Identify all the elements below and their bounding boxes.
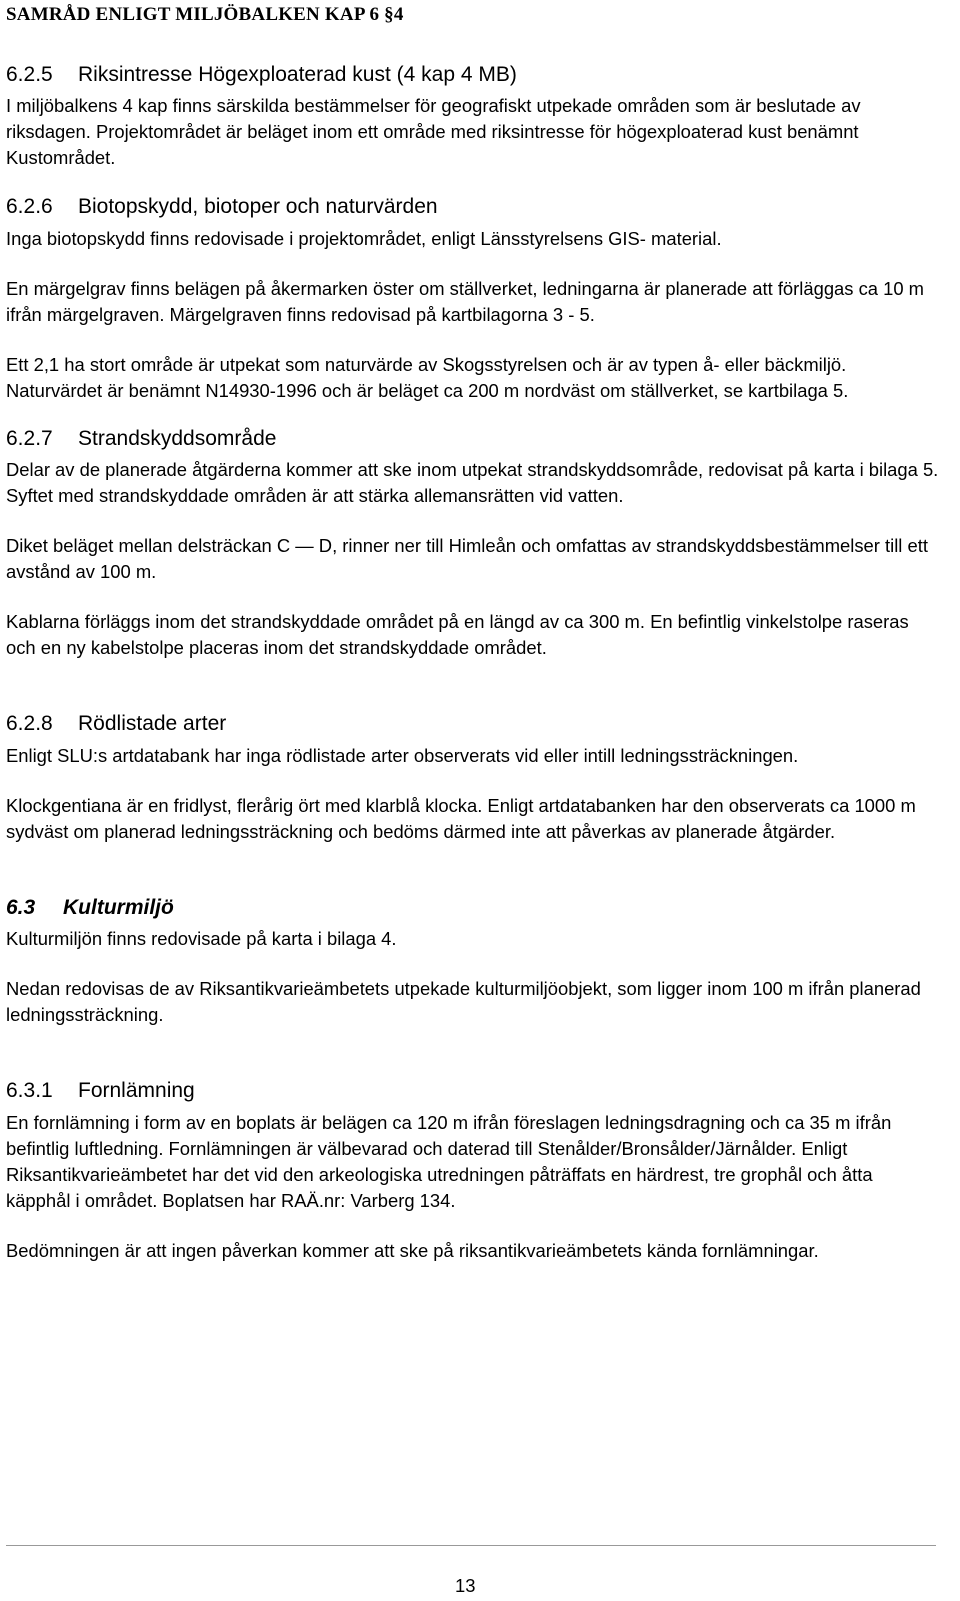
heading-title: Kulturmiljö (63, 896, 174, 919)
heading-title: Rödlistade arter (78, 712, 227, 735)
heading-6-3-1 (6, 1078, 941, 1104)
paragraph: Kulturmiljön finns redovisade på karta i bilaga 4. (6, 928, 397, 949)
paragraph: Delar av de planerade åtgärderna kommer att ske inom utpekat strandskyddsområde, redovisat på karta i bilaga 5. Syftet med strandskyddade områden är att stärka allemansrätten vid vatten. (6, 459, 939, 506)
page-number: 13 (455, 1575, 476, 1596)
heading-number: 6.3 (6, 896, 36, 919)
running-header: SAMRÅD ENLIGT MILJÖBALKEN KAP 6 §4 (6, 4, 404, 25)
heading-title: Riksintresse Högexploaterad kust (4 kap 4 MB) (78, 63, 517, 86)
paragraph: Bedömningen är att ingen påverkan kommer att ske på riksantikvarieämbetets kända fornlämningar. (6, 1240, 819, 1261)
heading-6-3 (6, 895, 941, 921)
paragraph: Ett 2,1 ha stort område är utpekat som naturvärde av Skogsstyrelsen och är av typen å- eller bäckmiljö. Naturvärdet är benämnt N14930-1996 och är beläget ca 200 m nordväst om ställverket, se kartbilaga 5. (6, 354, 849, 401)
heading-number: 6.2.5 (6, 63, 53, 86)
heading-number: 6.3.1 (6, 1079, 53, 1102)
paragraph: Nedan redovisas de av Riksantikvarieämbetets utpekade kulturmiljöobjekt, som ligger inom 100 m ifrån planerad ledningssträckning. (6, 978, 921, 1025)
heading-title: Biotopskydd, biotoper och naturvärden (78, 195, 438, 218)
document-body (6, 62, 941, 1264)
heading-6-2-5 (6, 62, 941, 88)
heading-number: 6.2.6 (6, 195, 53, 218)
heading-title: Strandskyddsområde (78, 427, 277, 450)
paragraph: Inga biotopskydd finns redovisade i projektområdet, enligt Länsstyrelsens GIS- material. (6, 228, 722, 249)
paragraph: Enligt SLU:s artdatabank har inga rödlistade arter observerats vid eller intill ledningssträckningen. (6, 745, 799, 766)
paragraph: Diket beläget mellan delsträckan C — D, rinner ner till Himleån och omfattas av strandskyddsbestämmelser till ett avstånd av 100 m. (6, 535, 928, 582)
heading-6-2-7 (6, 426, 941, 452)
paragraph: En märgelgrav finns belägen på åkermarken öster om ställverket, ledningarna är planerade att förläggas ca 10 m ifrån märgelgraven. Märgelgraven finns redovisad på kartbilagorna 3 - 5. (6, 278, 924, 325)
paragraph: En fornlämning i form av en boplats är belägen ca 120 m ifrån föreslagen ledningsdragning och ca 35 m ifrån befintlig luftledning. Fornlämningen är välbevarad och daterad till Stenålder/Bronsålder/Järnålder. Enligt Riksantikvarieämbetet har det vid den arkeologiska utredningen påträffats en härdrest, tre grophål och åtta käpphål i området. Boplatsen har RAÄ.nr: Varberg 134. (6, 1112, 892, 1211)
heading-title: Fornlämning (78, 1079, 195, 1102)
heading-number: 6.2.8 (6, 712, 53, 735)
paragraph: Klockgentiana är en fridlyst, flerårig ört med klarblå klocka. Enligt artdatabanken har den observerats ca 1000 m sydväst om planerad ledningssträckning och bedöms därmed inte att påverkas av planerade åtgärder. (6, 795, 916, 842)
footer-divider (6, 1545, 936, 1546)
paragraph: Kablarna förläggs inom det strandskyddade området på en längd av ca 300 m. En befintlig vinkelstolpe raseras och en ny kabelstolpe placeras inom det strandskyddade området. (6, 611, 909, 658)
heading-6-2-8 (6, 711, 941, 737)
heading-number: 6.2.7 (6, 427, 53, 450)
paragraph: I miljöbalkens 4 kap finns särskilda bestämmelser för geografiskt utpekade områden som är beslutade av riksdagen. Projektområdet är beläget inom ett område med riksintresse för högexploaterad kust benämnt Kustområdet. (6, 95, 861, 168)
heading-6-2-6 (6, 194, 941, 220)
